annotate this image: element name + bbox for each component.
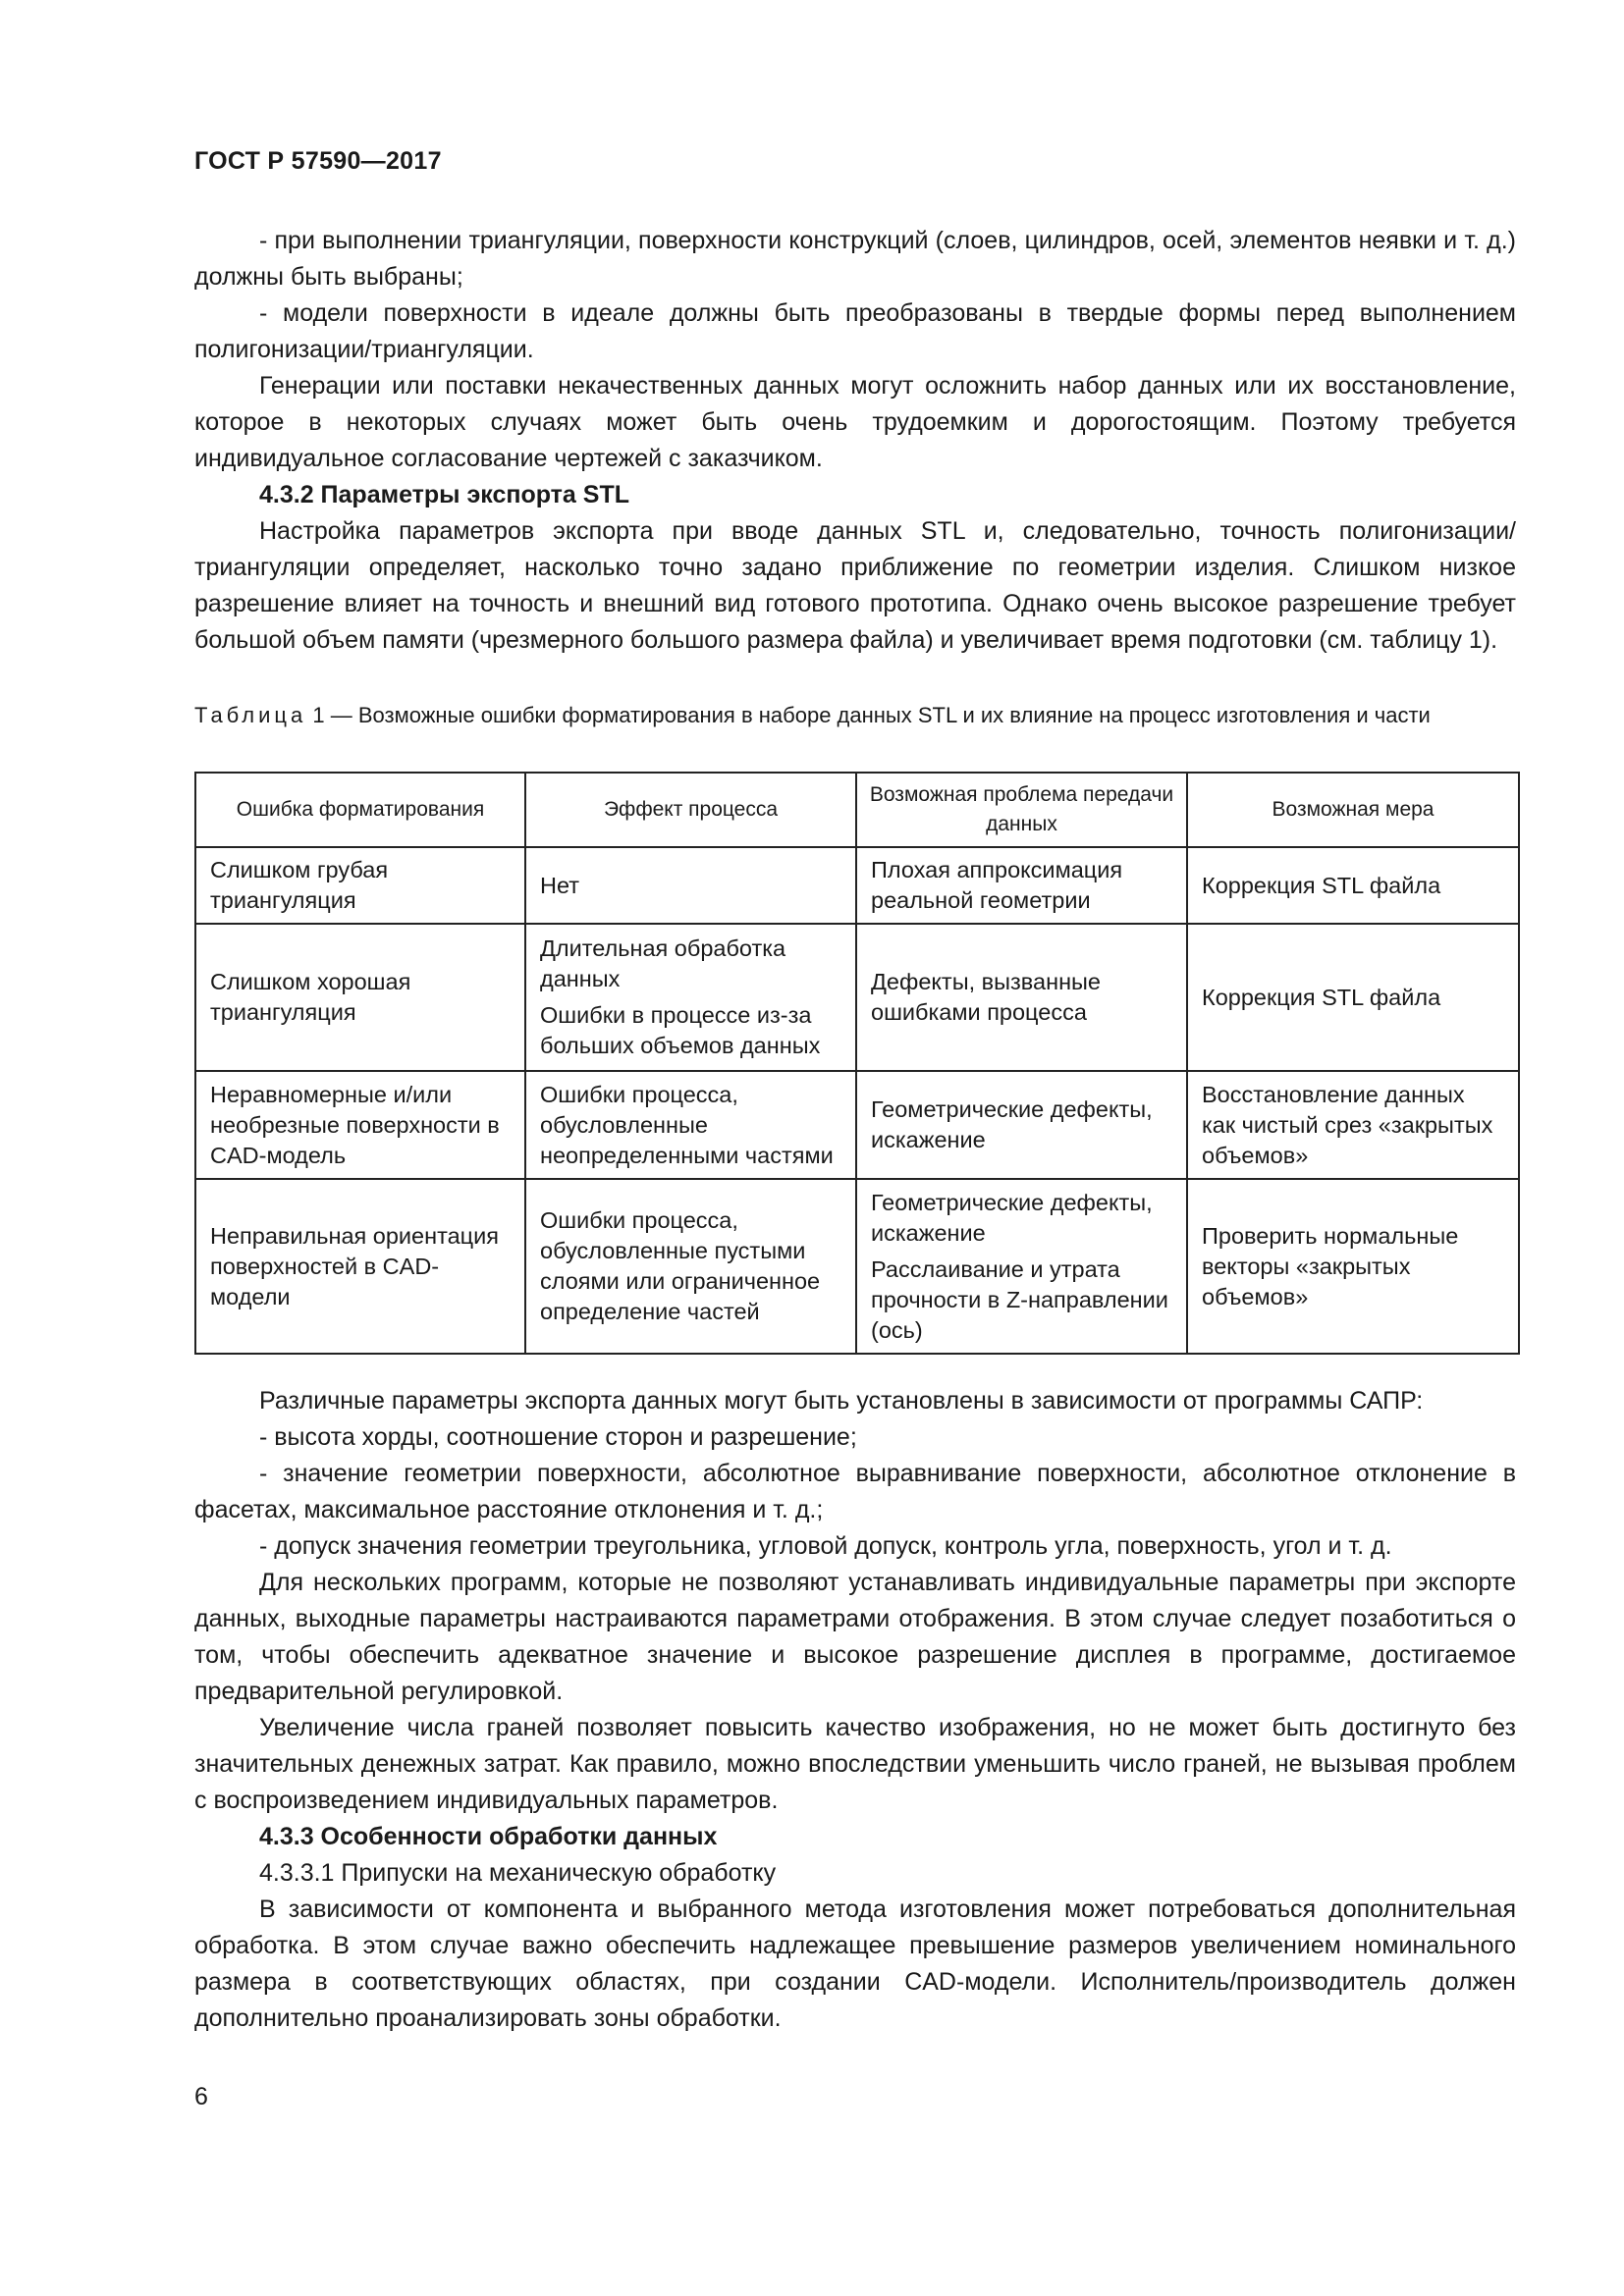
cell-line: Коррекция STL файла [1202, 872, 1441, 898]
cell-line: Плохая аппроксимация реальной геометрии [871, 857, 1123, 913]
table-cell [195, 847, 525, 924]
cell-line: Длительная обработка данных [540, 935, 786, 991]
paragraph-bullet-triangulation: - при выполнении триангуляции, поверхности конструкций (слоев, цилиндров, осей, элементов неявки и т. д.) должны быть выбраны; [194, 227, 1516, 291]
text-block-bottom [194, 1383, 1516, 2037]
cell-line: Ошибки в процессе из-за больших объемов данных [540, 1002, 821, 1058]
table-cell [856, 924, 1187, 1071]
cell-line: Ошибки процесса, обусловленные пустыми слоями или ограниченное определение частей [540, 1207, 821, 1324]
paragraph-export-settings: Настройка параметров экспорта при вводе данных STL и, следовательно, точность полигонизации/триангуляции определяет, насколько точно задано приближение по геометрии изделия. Слишком низкое разрешение влияет на точность и внешний вид готового прототипа. Однако очень высокое разрешение требует большой объем памяти (чрезмерного большого размера файла) и увеличивает время подготовки (см. таблицу 1). [194, 517, 1516, 654]
section-heading-4-3-2: 4.3.2 Параметры экспорта STL [259, 481, 629, 508]
document-code-header: ГОСТ Р 57590—2017 [194, 147, 442, 175]
table-row [195, 924, 1519, 1071]
page-number: 6 [194, 2083, 208, 2110]
table-cell [856, 1071, 1187, 1179]
table-row [195, 847, 1519, 924]
table-header-row [195, 773, 1519, 847]
paragraph-machining: В зависимости от компонента и выбранного метода изготовления может потребоваться дополнительная обработка. В этом случае важно обеспечить надлежащее превышение размеров увеличением номинального размера в соответствующих областях, при создании CAD-модели. Исполнитель/производитель должен дополнительно проанализировать зоны обработки. [194, 1896, 1516, 2032]
section-heading-4-3-3: 4.3.3 Особенности обработки данных [259, 1823, 718, 1850]
cell-line: Геометрические дефекты, искажение [871, 1189, 1153, 1246]
table-cell [1187, 924, 1519, 1071]
cell-line: Дефекты, вызванные ошибками процесса [871, 969, 1102, 1025]
table-cell [856, 847, 1187, 924]
cell-line: Слишком хорошая триангуляция [210, 969, 411, 1025]
table-caption [194, 699, 1516, 732]
paragraph-several-programs: Для нескольких программ, которые не позволяют устанавливать индивидуальные параметры при экспорте данных, выходные параметры настраиваются параметрами отображения. В этом случае следует позаботиться о том, чтобы обеспечить адекватное значение и высокое разрешение дисплея в программе, достигаемое предварительной регулировкой. [194, 1569, 1516, 1705]
errors-table [194, 772, 1520, 1355]
paragraph-bullet-surface-models: - модели поверхности в идеале должны быть преобразованы в твердые формы перед выполнением полигонизации/триангуляции. [194, 299, 1516, 363]
paragraph-generation: Генерации или поставки некачественных данных могут осложнить набор данных или их восстановление, которое в некоторых случаях может быть очень трудоемким и дорогостоящим. Поэтому требуется индивидуальное согласование чертежей с заказчиком. [194, 372, 1516, 472]
subsection-heading-4-3-3-1: 4.3.3.1 Припуски на механическую обработку [259, 1859, 777, 1887]
table-cell [1187, 1179, 1519, 1354]
table-row [195, 1179, 1519, 1354]
header-cell-problem: Возможная проблема передачи данных [856, 773, 1187, 847]
text-block-top [194, 223, 1516, 659]
cell-line: Расслаивание и утрата прочности в Z-направлении (ось) [871, 1255, 1168, 1343]
table-cell [525, 924, 856, 1071]
cell-line: Слишком грубая триангуляция [210, 857, 389, 913]
table-cell [525, 847, 856, 924]
cell-line: Восстановление данных как чистый срез «закрытых объемов» [1202, 1081, 1493, 1168]
paragraph-export-params: Различные параметры экспорта данных могут быть установлены в зависимости от программы САПР: [259, 1387, 1424, 1415]
table-cell [525, 1071, 856, 1179]
header-cell-error: Ошибка форматирования [195, 773, 525, 847]
paragraph-facet-count: Увеличение числа граней позволяет повысить качество изображения, но не может быть достигнуто без значительных денежных затрат. Как правило, можно впоследствии уменьшить число граней, не вызывая проблем с воспроизведением индивидуальных параметров. [194, 1714, 1516, 1814]
header-cell-measure: Возможная мера [1187, 773, 1519, 847]
table-cell [856, 1179, 1187, 1354]
cell-line: Коррекция STL файла [1202, 984, 1441, 1010]
table-cell [195, 1071, 525, 1179]
header-cell-effect: Эффект процесса [525, 773, 856, 847]
table-caption-label: Таблица [194, 703, 307, 727]
table-caption-text: 1 — Возможные ошибки форматирования в наборе данных STL и их влияние на процесс изготовления и части [306, 703, 1431, 727]
paragraph-bullet-chord: - высота хорды, соотношение сторон и разрешение; [259, 1423, 857, 1451]
cell-line: Нет [540, 872, 580, 898]
cell-line: Проверить нормальные векторы «закрытых объемов» [1202, 1222, 1459, 1309]
table-cell [525, 1179, 856, 1354]
cell-line: Ошибки процесса, обусловленные неопределенными частями [540, 1081, 834, 1168]
table-cell [1187, 847, 1519, 924]
cell-line: Геометрические дефекты, искажение [871, 1096, 1153, 1152]
paragraph-bullet-surface-geometry: - значение геометрии поверхности, абсолютное выравнивание поверхности, абсолютное отклонение в фасетах, максимальное расстояние отклонения и т. д.; [194, 1460, 1516, 1523]
table-row [195, 1071, 1519, 1179]
cell-line: Неправильная ориентация поверхностей в CAD-модели [210, 1222, 499, 1309]
table-cell [195, 924, 525, 1071]
table-cell [1187, 1071, 1519, 1179]
table-cell [195, 1179, 525, 1354]
paragraph-bullet-tolerance: - допуск значения геометрии треугольника, угловой допуск, контроль угла, поверхность, угол и т. д. [259, 1532, 1392, 1560]
cell-line: Неравномерные и/или необрезные поверхности в CAD-модель [210, 1081, 500, 1168]
